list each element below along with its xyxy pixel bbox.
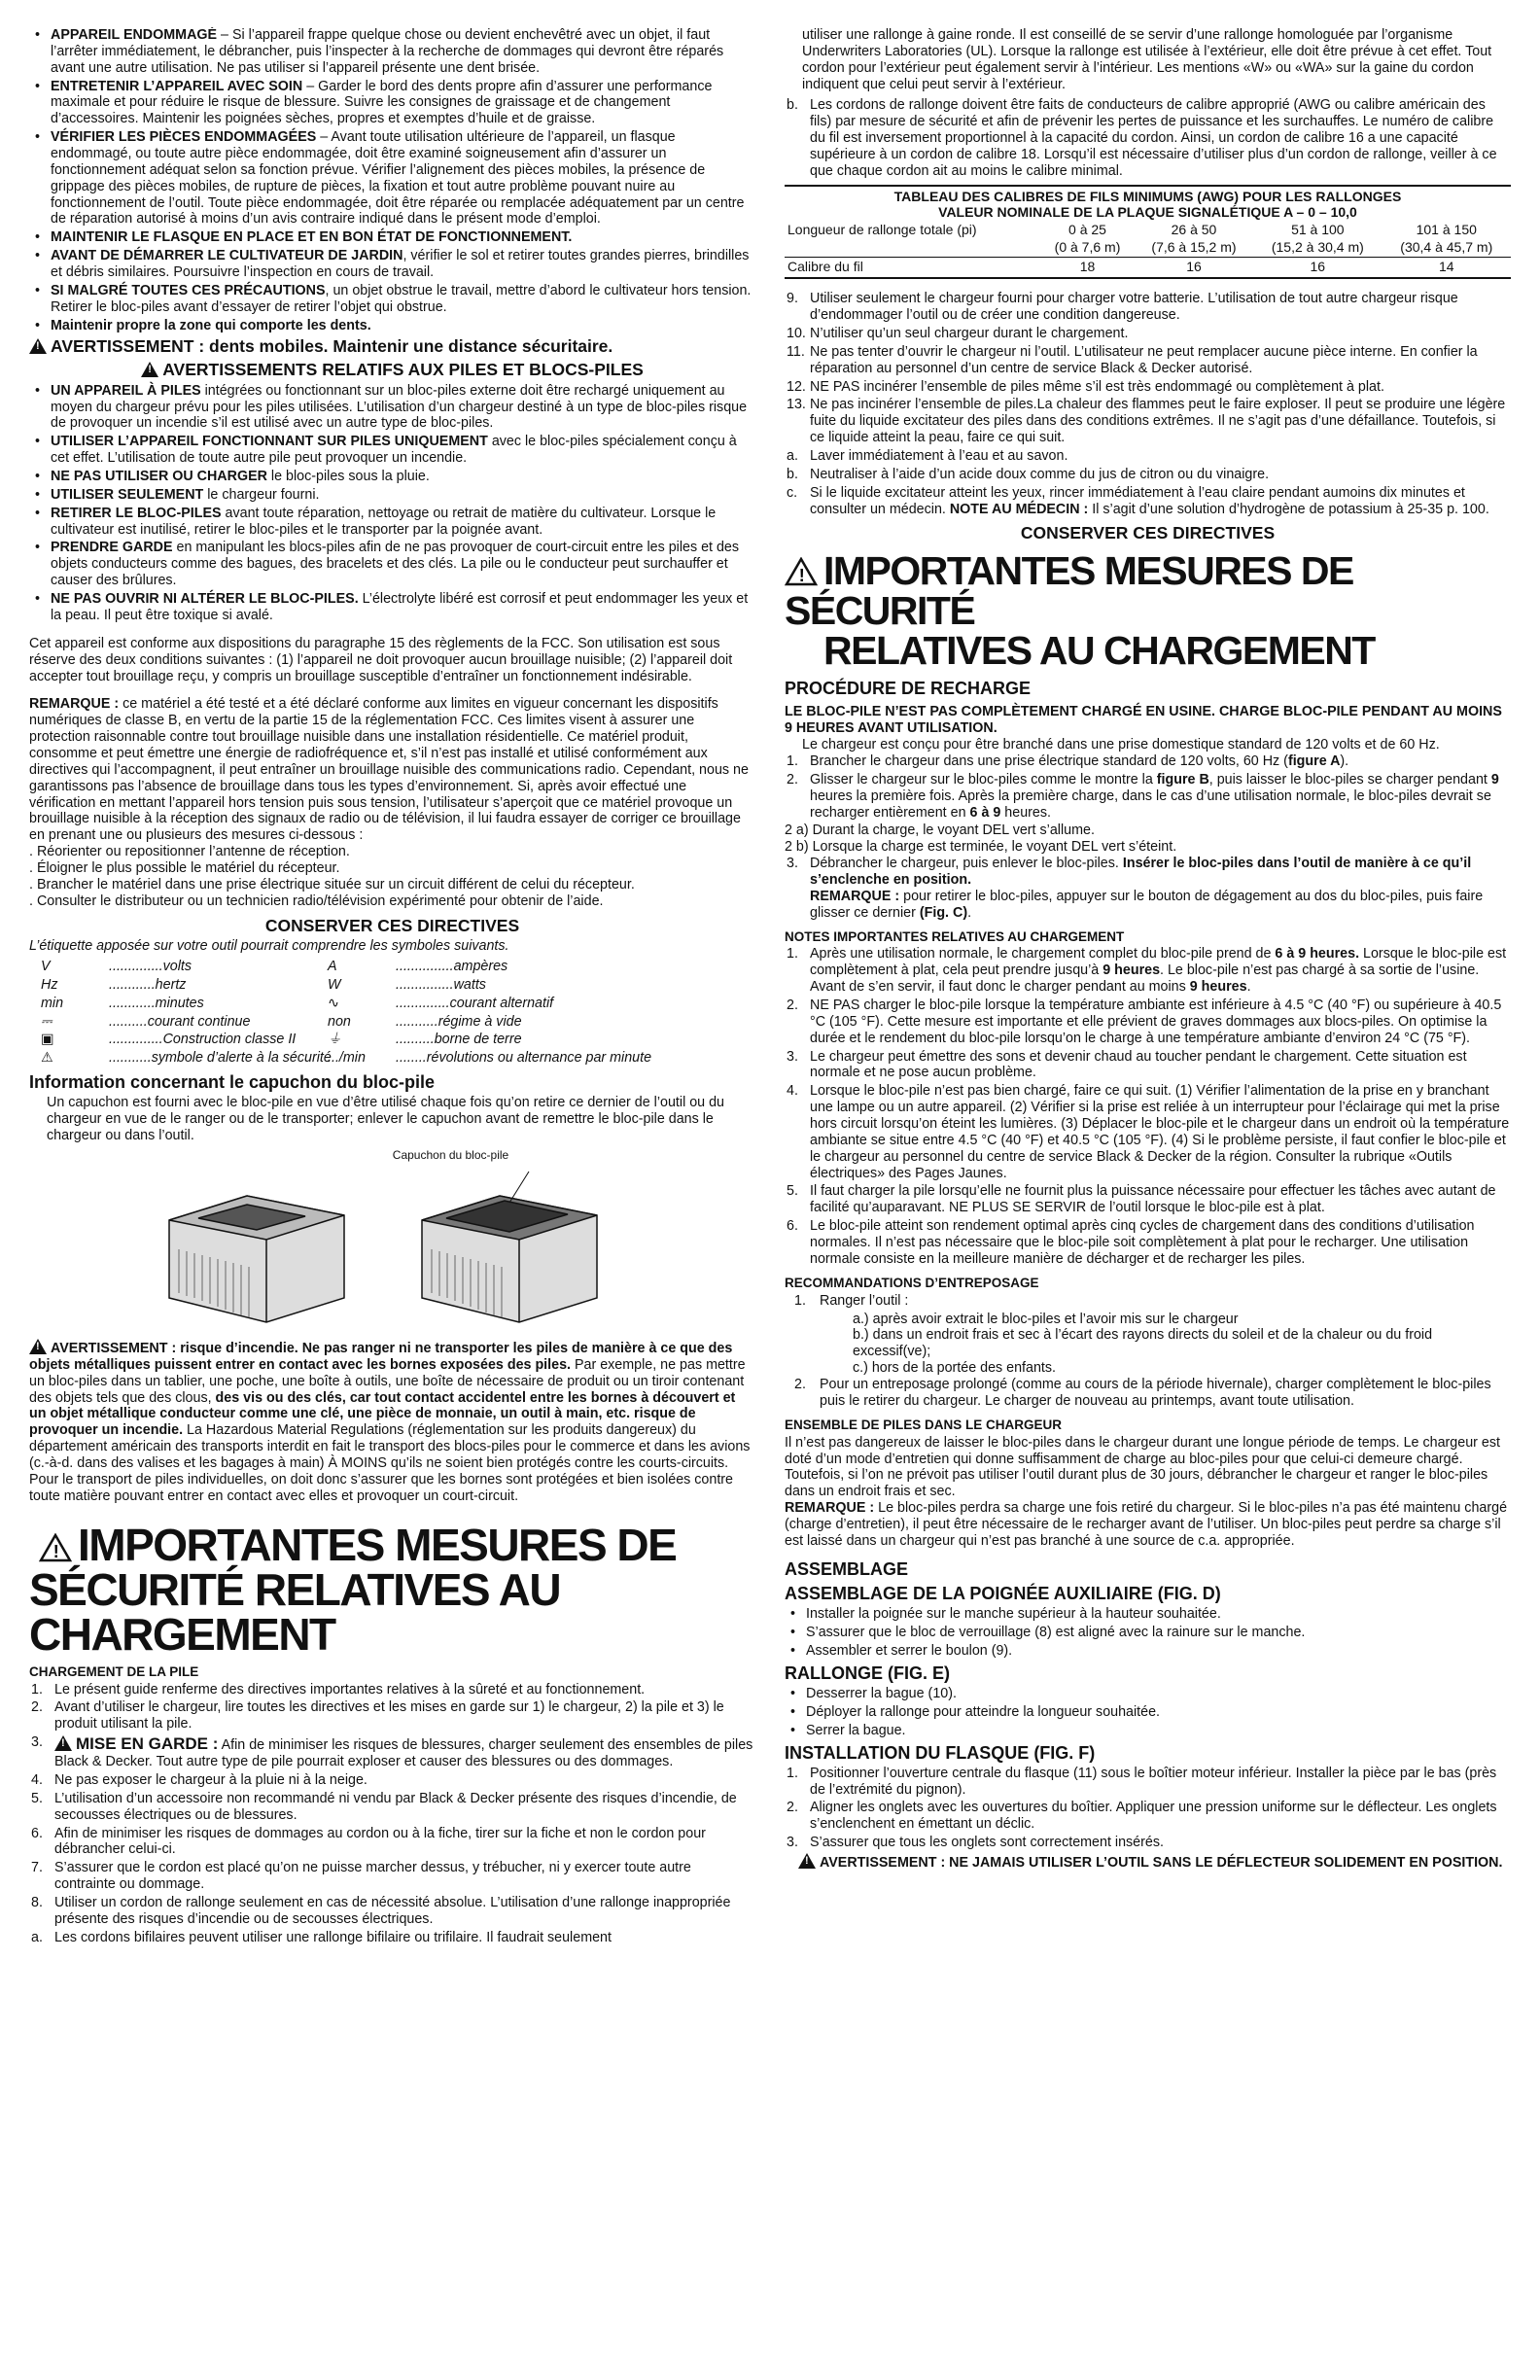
- item-number: 13.: [787, 397, 806, 413]
- bullet-bold: MAINTENIR LE FLASQUE EN PLACE ET EN BON ÉTAT DE FONCTIONNEMENT.: [51, 229, 573, 246]
- item-bold: NOTE AU MÉDECIN :: [945, 501, 1089, 517]
- symbol-cell: ▣: [41, 1032, 54, 1048]
- item-text: Afin de minimiser les risques de dommages au cordon ou à la fiche, tirer sur la fiche et non le cordon pour débrancher celui-ci.: [54, 1825, 706, 1858]
- item-number: 6.: [31, 1825, 43, 1841]
- symbol-cell: ⎓: [41, 1013, 52, 1030]
- bullet-text: – Avant toute utilisation ultérieure de l’appareil, un flasque endommagé, ou toute autre pièce endommagée, doit être examiné soigneusement afin d’assurer un fonctionnement adéquat selon sa fonction prévue. Vérifier l’alignement des pièces mobiles, la présence de grippage des pièces mobiles, de rupture de pièces, la fixation et tout autre problème pouvant nuire au fonctionnement de l’outil. Toute pièce endommagée, doit être réparée ou remplacée adéquatement par un centre de réparation autorisé à moins d’un avis contraire indiqué dans le présent mode d’emploi.: [51, 129, 745, 228]
- flasque-step: [785, 1800, 1511, 1833]
- bullet-item: [29, 318, 755, 334]
- symbols-table: [41, 959, 755, 1067]
- bullet-item: [29, 434, 755, 467]
- numbered-item: [785, 397, 1511, 446]
- right-column: [785, 27, 1511, 2361]
- symbol-cell: ...........régime à vide: [396, 1013, 522, 1030]
- note-3: 3. Le chargeur peut émettre des sons et devenir chaud au toucher pendant le chargement. Cette situation est normale et ne pose aucun problème.: [787, 1048, 1467, 1081]
- battery-pack-illustration: [140, 1162, 646, 1337]
- rallonge-list: [785, 1686, 1511, 1739]
- procedure-bold-note: LE BLOC-PILE N’EST PAS COMPLÈTEMENT CHARGÉ EN USINE. CHARGE BLOC-PILE PENDANT AU MOINS 9 HEURES AVANT UTILISATION.: [785, 704, 1502, 737]
- item-text: Les cordons bifilaires peuvent utiliser une rallonge bifilaire ou trifilaire. Il faudrait seulement: [54, 1929, 612, 1945]
- bullet-item: • Desserrer la bague (10).: [785, 1686, 1511, 1702]
- continued-item-a: utiliser une rallonge à gaine ronde. Il est conseillé de se servir d’une rallonge homologuée par l’organisme Underwriters Laboratories (UL). Lorsque la rallonge est utilisée à l’extérieur, elle doit être prévue à cet effet. Tout cordon pour l’extérieur peut également servir à l’intérieur. Les mentions «W» ou «WA» sur la gaine du cordon indiquent que celui peut servir à l’extérieur.: [802, 27, 1492, 92]
- procedure-step-2a: 2 a) Durant la charge, le voyant DEL vert s’allume.: [785, 822, 1095, 839]
- bullet-bold: NE PAS OUVRIR NI ALTÉRER LE BLOC-PILES.: [51, 591, 359, 608]
- symbol-cell: .../min: [328, 1050, 366, 1067]
- item-number: 3.: [31, 1734, 43, 1751]
- item-text: Neutraliser à l’aide d’un acide doux comme du jus de citron ou du vinaigre.: [810, 466, 1270, 482]
- symbol-cell: ..........courant continue: [109, 1013, 251, 1030]
- item-number: c.: [787, 484, 798, 501]
- bullet-bold: ENTRETENIR L’APPAREIL AVEC SOIN: [51, 78, 303, 94]
- bullet-text: avant toute réparation, nettoyage ou retrait de matière du cultivateur. Lorsque le cultivateur est inutilisé, retirer le bloc-piles et le transporter par la poignée avant.: [51, 505, 717, 538]
- final-warning: !AVERTISSEMENT : NE JAMAIS UTILISER L’OUTIL SANS LE DÉFLECTEUR SOLIDEMENT EN POSITION.: [785, 1853, 1511, 1872]
- big-title-left: ! IMPORTANTES MESURES DE SÉCURITÉ RELATIVES AU CHARGEMENT: [29, 1519, 677, 1660]
- bullet-item: • Assembler et serrer le boulon (9).: [785, 1643, 1511, 1660]
- item-number: 2.: [31, 1699, 43, 1716]
- bullet-bold: RETIRER LE BLOC-PILES: [51, 505, 222, 521]
- item-text: S’assurer que tous les onglets sont correctement insérés.: [810, 1835, 1164, 1851]
- gauge-table-title: TABLEAU DES CALIBRES DE FILS MINIMUMS (AWG) POUR LES RALLONGES VALEUR NOMINALE DE LA PLAQUE SIGNALÉTIQUE A – 0 – 10,0: [785, 185, 1511, 221]
- item-text: Il s’agit d’une solution d’hydrogène de potassium à 25-35 p. 100.: [1088, 501, 1489, 517]
- charge-item: [29, 1895, 755, 1928]
- bullet-item: • S’assurer que le bloc de verrouillage (8) est aligné avec la rainure sur le manche.: [785, 1625, 1511, 1641]
- symbol-cell: ...............watts: [396, 976, 486, 993]
- gauge-cell: 18: [1079, 258, 1096, 274]
- storage-heading: RECOMMANDATIONS D’ENTREPOSAGE: [785, 1275, 1039, 1290]
- numbered-item: [785, 448, 1511, 465]
- item-text: Aligner les onglets avec les ouvertures du boîtier. Appliquer une pression uniforme sur le déflecteur. Les onglets s’enclenchent en émettant un déclic.: [810, 1800, 1497, 1833]
- symbol-cell: ..............Construction classe II: [109, 1032, 297, 1048]
- note-5: 5. Il faut charger la pile lorsqu’elle ne fournit plus la puissance nécessaire pour effectuer les tâches avec autant de facilité qu’auparavant. NE PLUS SE SERVIR de l’outil lorsque le bloc-pile est à plat.: [787, 1183, 1496, 1216]
- gauge-row: [785, 221, 1511, 239]
- gauge-cell: 0 à 25: [1068, 221, 1106, 237]
- flasque-list: [785, 1766, 1511, 1851]
- symbol-cell: W: [328, 976, 341, 993]
- fire-warning-paragraph: !AVERTISSEMENT : risque d’incendie. Ne pas ranger ni ne transporter les piles de manière à ce que des objets métalliques puissent entrer en contact avec les bornes exposées des piles. Par exemple, ne pas mettre un bloc-piles dans un tablier, une poche, une boîte à outils, une boîte de nécessaire de produit ou un tiroir contenant des objets tels que des clous, des vis ou des clés, car tout contact accidentel entre les bornes à découvert et un objet métallique conducteur comme une clé, une pièce de monnaie, un outil à main, etc. risque de provoquer un incendie. La Hazardous Material Regulations (réglementation sur les produits dangereux) du département américain des transports interdit en fait le transport des blocs-piles pour le commerce et dans les avions (c.-à-d. dans des valises et les bagages à main) À MOINS qu’ils ne soient bien protégés contre les courts-circuits. Pour le transport de piles individuelles, on doit donc s’assurer que les bornes sont protégées et bien isolées contre toute matière pouvant entrer en contact avec elles et provoquer un court-circuit.: [29, 1339, 755, 1505]
- item-text: Utiliser seulement le chargeur fourni pour charger votre batterie. L’utilisation de tout autre chargeur risque d’endommager l’outil ou de créer une condition dangereuse.: [810, 291, 1458, 324]
- bullet-bold: PRENDRE GARDE: [51, 540, 173, 556]
- gauge-cell: 101 à 150: [1416, 221, 1477, 237]
- procedure-intro: Le chargeur est conçu pour être branché dans une prise domestique standard de 120 volts et de 60 Hz.: [802, 737, 1440, 753]
- gauge-table-block: [785, 185, 1511, 280]
- item-text: NE PAS incinérer l’ensemble de piles même s’il est très endommagé ou complètement à plat.: [810, 378, 1384, 395]
- charge-item: [29, 1826, 755, 1859]
- rallonge-heading: RALLONGE (FIG. E): [785, 1662, 950, 1683]
- item-text: Si le liquide excitateur atteint les yeux, rincer immédiatement à l’eau claire pendant aumoins dix minutes et consulter un médecin.: [810, 484, 1465, 517]
- numbered-item: [785, 291, 1511, 324]
- item-number: 8.: [31, 1895, 43, 1911]
- bullet-item: • Déployer la rallonge pour atteindre la longueur souhaitée.: [785, 1704, 1511, 1721]
- item-number: 12.: [787, 378, 806, 395]
- gauge-cell: (15,2 à 30,4 m): [1271, 239, 1364, 256]
- note-2: 2. NE PAS charger le bloc-pile lorsque la température ambiante est inférieure à 4.5 °C (40 °F) ou supérieure à 40.5 °C (105 °F). Cette mesure est importante et elle prévient de graves dommages aux blocs-piles. On optimise la durée et le rendement du bloc-pile lorsqu’on le charge à une température ambiante d’environ 24 °C (75 °F).: [787, 998, 1502, 1046]
- item-text: Positionner l’ouverture centrale du flasque (11) sous le boîtier moteur inférieur. Installer la pièce par le bas (près de l’extrémité du pignon).: [810, 1765, 1497, 1798]
- warning-triangle-icon: [29, 1339, 47, 1354]
- bullet-bold: Maintenir propre la zone qui comporte les dents.: [51, 317, 371, 333]
- item-number: 11.: [787, 343, 805, 360]
- item-text: Laver immédiatement à l’eau et au savon.: [810, 448, 1068, 465]
- numbered-item: [785, 467, 1511, 483]
- item-text: Ne pas tenter d’ouvrir le chargeur ni l’outil. L’utilisateur ne peut remplacer aucune pièce interne. En confier la réparation au personnel d’un centre de service Black & Decker autorisé.: [810, 343, 1478, 376]
- svg-text:!: !: [798, 566, 804, 586]
- item-b: b. Les cordons de rallonge doivent être faits de conducteurs de calibre approprié (AWG ou calibre américain des fils) par mesure de sécurité et afin de prévenir les pertes de puissance et les surchauffes. Le numéro de calibre du fil est inversement proportionnel à la capacité du cordon. Ainsi, un cordon de calibre 16 a une capacité supérieure à un cordon de calibre 18. Lorsqu’il est nécessaire d’utiliser plus d’un cordon de rallonge, veiller à ce que chaque cordon ait au moins le calibre minimal.: [787, 97, 1497, 179]
- bullet-bold: VÉRIFIER LES PIÈCES ENDOMMAGÉES: [51, 129, 317, 146]
- charge-item: [29, 1699, 755, 1732]
- warning-triangle-icon: [54, 1735, 72, 1751]
- poignee-list: [785, 1606, 1511, 1660]
- item-number: 4.: [31, 1772, 43, 1788]
- item-number: 7.: [31, 1860, 43, 1876]
- item-number: b.: [787, 466, 798, 482]
- item-text: Le présent guide renferme des directives importantes relatives à la sûreté et au fonctionnement.: [54, 1681, 646, 1698]
- item-text: Avant d’utiliser le chargeur, lire toutes les directives et les mises en garde sur 1) le chargeur, 2) la pile et 3) le produit utilisant la pile.: [54, 1699, 724, 1732]
- bullet-bold: APPAREIL ENDOMMAGÉ: [51, 27, 218, 43]
- chargement-heading: CHARGEMENT DE LA PILE: [29, 1663, 199, 1679]
- bullet-text: en manipulant les blocs-piles afin de ne pas provoquer de court-circuit entre les piles et des objets conducteurs comme des bagues, des bracelets et des clés. La pile ou le conducteur peut surchauffer et causer des brûlures.: [51, 540, 740, 589]
- bullet-item: [29, 283, 755, 316]
- gauge-cell: 16: [1186, 258, 1202, 274]
- item-text: Ne pas incinérer l’ensemble de piles.La chaleur des flammes peut le faire exploser. Il peut se produire une légère fuite du liquide excitateur des piles dans des conditions extrêmes. Il ne s’agit pas d’une défaillance. Toutefois, si ce liquide atteint la peau, faire ce qui suit.: [810, 397, 1506, 446]
- battery-bullets-list: [29, 383, 755, 624]
- symbol-cell: V: [41, 959, 51, 975]
- symbol-cell: A: [328, 959, 337, 975]
- numbered-item: [785, 344, 1511, 377]
- procedure-step-2: 2. Glisser le chargeur sur le bloc-piles comme le montre la figure B, puis laisser le bloc-piles se charger pendant 9 heures la première fois. Après la première charge, dans le cas d’une utilisation normale, le bloc-piles devrait se recharger entièrement en 6 à 9 heures.: [787, 771, 1499, 821]
- item-text: L’utilisation d’un accessoire non recommandé ni vendu par Black & Decker présente des risques d’incendie, de secousses électriques ou de blessures.: [54, 1790, 737, 1823]
- symbol-cell: ..............volts: [109, 959, 192, 975]
- bullet-item: [29, 248, 755, 281]
- gauge-cell: 26 à 50: [1171, 221, 1217, 237]
- capuchon-text: Un capuchon est fourni avec le bloc-pile en vue d’être utilisé chaque fois qu’on retire ce dernier de l’outil ou du chargeur en vue de le ranger ou de le transporter; enlever le capuchon avant de remettre le bloc-pile dans le chargeur ou dans l’outil.: [47, 1095, 724, 1144]
- procedure-step-2b: 2 b) Lorsque la charge est terminée, le voyant DEL vert s’éteint.: [785, 839, 1177, 856]
- storage-1a: a.) après avoir extrait le bloc-piles et l’avoir mis sur le chargeur: [853, 1311, 1239, 1327]
- gauge-cell: [785, 238, 1040, 257]
- symbol-cell: ..............courant alternatif: [396, 995, 554, 1011]
- measures-list: [29, 844, 755, 909]
- item-number: 3.: [787, 1835, 798, 1851]
- bullet-text: L’électrolyte libéré est corrosif et peut endommager les yeux et la peau. Il peut être toxique si avalé.: [51, 591, 749, 623]
- flasque-heading: INSTALLATION DU FLASQUE (FIG. F): [785, 1742, 1096, 1763]
- gauge-cell: (7,6 à 15,2 m): [1151, 239, 1237, 256]
- warning-triangle-icon: [785, 557, 818, 586]
- item-text: Utiliser un cordon de rallonge seulement en cas de nécessité absolue. L’utilisation d’une rallonge inappropriée présente des risques d’incendie ou de secousses électriques.: [54, 1895, 731, 1927]
- bullet-item: [29, 540, 755, 589]
- charge-item: [29, 1772, 755, 1789]
- gauge-cell: (0 à 7,6 m): [1054, 239, 1121, 256]
- bullet-text: avec le bloc-piles spécialement conçu à cet effet. L’utilisation de toute autre pile peut provoquer un incendie.: [51, 434, 737, 467]
- item-number: 2.: [787, 1800, 798, 1816]
- gauge-cell: Longueur de rallonge totale (pi): [788, 221, 977, 237]
- bullet-bold: UTILISER L’APPAREIL FONCTIONNANT SUR PILES UNIQUEMENT: [51, 434, 488, 450]
- bullet-bold: UTILISER SEULEMENT: [51, 486, 204, 503]
- note-4: 4. Lorsque le bloc-pile n’est pas bien chargé, faire ce qui suit. (1) Vérifier l’alimentation de la prise en y branchant une lampe ou un autre appareil. (2) Vérifier si la prise est reliée à un interrupteur pour l’éclairage qui met la prise hors circuit lorsqu’on éteint les lumières. (3) Déplacer le bloc-pile et le chargeur dans un endroit où la température ambiante se situe entre 4.5 °C (40 °F) et 40.5 °C (105 °F). (4) Si le problème persiste, il faut confier le bloc-pile et le chargeur au personnel du centre de service Black & Decker de la région. Consulter la rubrique «Outils électriques» des Pages Jaunes.: [787, 1083, 1510, 1181]
- measure-item: . Éloigner le plus possible le matériel du récepteur.: [29, 859, 340, 876]
- items-9-13-list: [785, 291, 1511, 517]
- bullet-item: [29, 79, 755, 128]
- bullet-item: [29, 229, 755, 246]
- capuchon-heading: Information concernant le capuchon du bloc-pile: [29, 1072, 436, 1093]
- symbol-cell: ⚠: [41, 1050, 53, 1067]
- warning-triangle-icon: [39, 1533, 72, 1562]
- gauge-cell: Calibre du fil: [788, 258, 863, 274]
- item-text: Ne pas exposer le chargeur à la pluie ni à la neige.: [54, 1772, 368, 1788]
- big-title-right: ! IMPORTANTES MESURES DE SÉCURITÉ RELATIVES AU CHARGEMENT: [785, 548, 1375, 674]
- charge-item: [29, 1930, 755, 1946]
- gauge-row: [785, 257, 1511, 275]
- notes-heading: NOTES IMPORTANTES RELATIVES AU CHARGEMENT: [785, 928, 1125, 944]
- procedure-step-1: 1. Brancher le chargeur dans une prise électrique standard de 120 volts, 60 Hz (figure A).: [787, 752, 1349, 769]
- symbol-cell: min: [41, 995, 64, 1011]
- item-number: 10.: [787, 326, 806, 342]
- battery-cap-figure: [29, 1144, 755, 1339]
- remarque-paragraph: REMARQUE : ce matériel a été testé et a été déclaré conforme aux limites en vigueur concernant les dispositifs numériques de classe B, en vertu de la partie 15 de la réglementation FCC. Ces limites visent à assurer une protection raisonnable contre tout brouillage nuisible dans une installation résidentielle. Ce matériel produit, consomme et peut émettre une énergie de radiofréquence et, s’il n’est pas installé et utilisé conformément aux directives qui l’accompagnent, il peut entraîner un brouillage nuisible des communications radio. Cependant, nous ne garantissons pas l’absence de brouillage dans tous les types d’environnement. Si, après avoir effectué une vérification en mettant l’appareil hors tension puis sous tension, l’utilisateur s’aperçoit que ce matériel provoque un brouillage nuisible à la réception des signaux de radio ou de télévision, il lui faudra essayer de corriger ce brouillage en prenant une ou plusieurs des mesures ci-dessous :: [29, 696, 749, 844]
- item-number: a.: [31, 1929, 43, 1945]
- item-text: N’utiliser qu’un seul chargeur durant le chargement.: [810, 326, 1129, 342]
- ensemble-text: Il n’est pas dangereux de laisser le bloc-piles dans le chargeur durant une longue période de temps. Le chargeur est doté d’un mode d’entretien qui donne suffisamment de charge au bloc-piles pour que celui-ci demeure chargé. Toutefois, si l’on ne prévoit pas utiliser l’outil durant plus de 30 jours, débrancher le chargeur et ranger le bloc-piles dans un endroit frais et sec.: [785, 1434, 1500, 1500]
- charge-item: [29, 1682, 755, 1698]
- bullet-item: [29, 383, 755, 433]
- measure-item: . Consulter le distributeur ou un technicien radio/télévision expérimenté pour obtenir de l’aide.: [29, 892, 604, 909]
- ensemble-heading: ENSEMBLE DE PILES DANS LE CHARGEUR: [785, 1417, 1063, 1432]
- symbol-cell: ∿: [328, 995, 339, 1011]
- gauge-cell: 51 à 100: [1291, 221, 1345, 237]
- bullet-bold: SI MALGRÉ TOUTES CES PRÉCAUTIONS: [51, 282, 326, 298]
- assemblage-heading: ASSEMBLAGE: [785, 1558, 909, 1579]
- conserver-directives-heading-2: CONSERVER CES DIRECTIVES: [1020, 523, 1276, 543]
- moving-teeth-warning: !AVERTISSEMENT : dents mobiles. Maintenir une distance sécuritaire.: [29, 336, 755, 357]
- flasque-step: [785, 1835, 1511, 1851]
- bullet-item: [29, 591, 755, 624]
- measure-item: . Brancher le matériel dans une prise électrique située sur un circuit différent de celui du récepteur.: [29, 876, 635, 892]
- poignee-heading: ASSEMBLAGE DE LA POIGNÉE AUXILIAIRE (FIG. D): [785, 1583, 1221, 1603]
- charge-item: [29, 1791, 755, 1824]
- bullet-text: – Si l’appareil frappe quelque chose ou devient enchevêtré avec un objet, il faut l’arrêter immédiatement, le débrancher, puis l’inspecter à la recherche de dommages qui devront être réparés avant une autre utilisation. Ne pas utiliser si l’appareil présente une dent brisée.: [51, 27, 724, 76]
- safety-bullets-list: [29, 27, 755, 333]
- note-6: 6. Le bloc-pile atteint son rendement optimal après cinq cycles de chargement dans des conditions d’utilisation normales. Il n’est pas nécessaire que le bloc-pile soit complètement à plat pour le recharger. Une utilisation normale consiste en la meilleure manière de décharger et de recharger les piles.: [787, 1218, 1475, 1267]
- storage-1: 1. Ranger l’outil :: [794, 1292, 909, 1309]
- bullet-text: , un objet obstrue le travail, mettre d’abord le cultivateur hors tension. Retirer le bloc-piles avant d’essayer de retirer l’objet qui obstrue.: [51, 282, 752, 315]
- note-1: 1. Après une utilisation normale, le chargement complet du bloc-pile prend de 6 à 9 heures. Lorsque le bloc-pile est complètement à plat, cela peut prendre jusqu’à 9 heures. Le bloc-pile n’est pas chargé à sa sortie de l’usine. Avant de s’en servir, il faut donc le charger pendant au moins 9 heures.: [787, 946, 1507, 996]
- symbol-cell: ............hertz: [109, 976, 187, 993]
- storage-1b: b.) dans un endroit frais et sec à l’écart des rayons directs du soleil et de la chaleur ou du froid excessif(ve);: [853, 1327, 1433, 1360]
- bullet-text: le bloc-piles sous la pluie.: [266, 469, 430, 485]
- symbol-cell: ⏚: [328, 1032, 342, 1048]
- warning-triangle-icon: [29, 338, 47, 354]
- flasque-step: [785, 1766, 1511, 1799]
- numbered-item: [785, 379, 1511, 396]
- item-number: 1.: [31, 1681, 43, 1698]
- bullet-item: [29, 129, 755, 228]
- gauge-table: [785, 221, 1511, 276]
- symbol-cell: ...........symbole d’alerte à la sécurité: [109, 1050, 332, 1067]
- left-column: [29, 27, 755, 2361]
- bullet-text: le chargeur fourni.: [203, 486, 320, 503]
- item-number: a.: [787, 448, 798, 465]
- numbered-item: [785, 326, 1511, 342]
- gauge-row: [785, 238, 1511, 257]
- gauge-cell: 14: [1438, 258, 1454, 274]
- storage-1c: c.) hors de la portée des enfants.: [853, 1360, 1057, 1377]
- warning-triangle-icon: [798, 1853, 816, 1869]
- storage-2: 2. Pour un entreposage prolongé (comme au cours de la période hivernale), charger complètement le bloc-piles puis le retirer du chargeur. Le charger de nouveau au printemps, avant toute utilisation.: [794, 1377, 1491, 1409]
- symbol-cell: Hz: [41, 976, 58, 993]
- bullet-item: [29, 506, 755, 539]
- svg-text:!: !: [52, 1541, 58, 1561]
- bullet-item: [29, 487, 755, 504]
- bullet-bold: NE PAS UTILISER OU CHARGER: [51, 469, 267, 485]
- bullet-item: [29, 469, 755, 485]
- symbol-cell: non: [328, 1013, 351, 1030]
- item-text: Afin de minimiser les risques de blessures, charger seulement des ensembles de piles Black & Decker. Tout autre type de pile pourrait exploser et causer des blessures ou des dommages.: [54, 1737, 753, 1770]
- ensemble-remarque: REMARQUE : Le bloc-piles perdra sa charge une fois retiré du chargeur. Si le bloc-piles n’a pas été maintenu chargé (charge d’entretien), il peut être nécessaire de le recharger avant de l’utiliser. Un bloc-piles peut perdre sa charge s’il est laissé dans un chargeur qui n’est pas branché à une source de c.a. appropriée.: [785, 1500, 1508, 1549]
- conserver-directives-heading: CONSERVER CES DIRECTIVES: [264, 915, 520, 935]
- charge-item: [29, 1734, 755, 1770]
- bullet-bold: AVANT DE DÉMARRER LE CULTIVATEUR DE JARDIN: [51, 248, 403, 264]
- gauge-cell: (30,4 à 45,7 m): [1400, 239, 1493, 256]
- numbered-item: [785, 485, 1511, 518]
- procedure-step-3: 3. Débrancher le chargeur, puis enlever le bloc-piles. Insérer le bloc-piles dans l’outil de manière à ce qu’il s’enclenche en position. REMARQUE : pour retirer le bloc-piles, appuyer sur le bouton de dégagement au dos du bloc-piles, puis faire glisser ce dernier (Fig. C).: [787, 856, 1484, 921]
- bullet-item: • Installer la poignée sur le manche supérieur à la hauteur souhaitée.: [785, 1606, 1511, 1623]
- item-number: 5.: [31, 1790, 43, 1806]
- item-number: 9.: [787, 291, 798, 307]
- warning-triangle-icon: [141, 362, 158, 377]
- battery-warnings-heading: !AVERTISSEMENTS RELATIFS AUX PILES ET BLOCS-PILES: [29, 360, 755, 380]
- symbol-cell: ..........borne de terre: [396, 1032, 522, 1048]
- capuchon-label: Capuchon du bloc-pile: [392, 1148, 509, 1162]
- gauge-cell: 16: [1310, 258, 1326, 274]
- bullet-item: • Serrer la bague.: [785, 1723, 1511, 1739]
- bullet-item: [29, 27, 755, 77]
- bullet-bold: UN APPAREIL À PILES: [51, 382, 201, 399]
- symbol-cell: ............minutes: [109, 995, 204, 1011]
- measure-item: . Réorienter ou repositionner l’antenne de réception.: [29, 844, 350, 860]
- item-text: S’assurer que le cordon est placé qu’on ne puisse marcher dessus, y trébucher, ni y exercer toute autre contrainte ou dommage.: [54, 1860, 691, 1893]
- procedure-heading: PROCÉDURE DE RECHARGE: [785, 679, 1032, 699]
- symbol-cell: ...............ampères: [396, 959, 508, 975]
- fcc-paragraph: Cet appareil est conforme aux dispositions du paragraphe 15 des règlements de la FCC. Son utilisation est sous réserve des deux conditions suivantes : (1) l’appareil ne doit provoquer aucun brouillage nuisible; (2) l’appareil doit accepter tout brouillage reçu, y compris un brouillage susceptible d’entraîner un fonctionnement indésirable.: [29, 635, 733, 684]
- charging-items-list: [29, 1682, 755, 1946]
- item-bold: MISE EN GARDE :: [76, 1734, 219, 1754]
- bullet-text: intégrées ou fonctionnant sur un bloc-piles externe doit être rechargé uniquement au moyen du chargeur prévu pour les piles utilisées. L’utilisation d’un chargeur destiné à un type de bloc-piles risque de provoquer un incendie s’il est utilisé avec un autre type de bloc-piles.: [51, 382, 748, 432]
- bullet-text: – Garder le bord des dents propre afin d’assurer une performance maximale et pour réduire le risque de blessure. Suivre les consignes de graissage et de changement d’accessoires. Maintenir les poignées sèches, propres et exemptes d’huile et de graisse.: [51, 78, 713, 127]
- item-number: 1.: [787, 1765, 798, 1781]
- bullet-text: , vérifier le sol et retirer toutes grandes pierres, brindilles et débris similaires. Poursuivre l’inspection en cours de travail.: [51, 248, 750, 281]
- charge-item: [29, 1860, 755, 1893]
- symbol-cell: ........révolutions ou alternance par minute: [396, 1050, 652, 1067]
- symbols-intro: L’étiquette apposée sur votre outil pourrait comprendre les symboles suivants.: [29, 938, 509, 955]
